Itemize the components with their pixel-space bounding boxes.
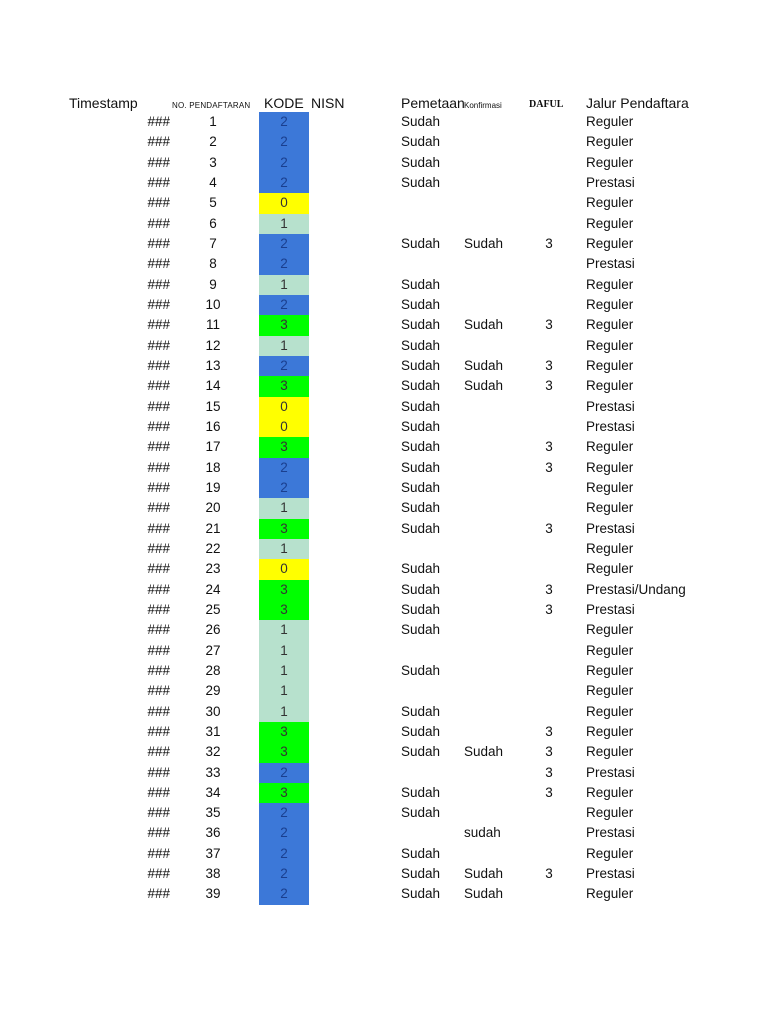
pemetaan-cell[interactable]: Sudah (401, 703, 441, 719)
table-row (0, 356, 768, 376)
table-row (0, 539, 768, 559)
table-row (0, 214, 768, 234)
no-pendaftaran-cell[interactable]: 27 (205, 642, 221, 658)
jalur-cell[interactable]: Reguler (586, 500, 634, 516)
jalur-cell[interactable]: Prestasi (586, 256, 635, 272)
pemetaan-cell[interactable]: Sudah (401, 154, 441, 170)
no-pendaftaran-cell[interactable]: 2 (209, 134, 217, 150)
kode-cell[interactable]: 3 (259, 580, 309, 600)
daful-cell[interactable]: 3 (545, 235, 553, 251)
jalur-cell[interactable]: Prestasi (586, 398, 635, 414)
timestamp-cell[interactable]: ### (147, 296, 170, 312)
jalur-cell[interactable]: Reguler (586, 459, 634, 475)
table-row (0, 519, 768, 539)
pemetaan-cell[interactable]: Sudah (401, 784, 441, 800)
jalur-cell[interactable]: Reguler (586, 642, 634, 658)
kode-cell[interactable]: 1 (259, 661, 309, 681)
kode-cell[interactable]: 0 (259, 397, 309, 417)
timestamp-cell[interactable]: ### (147, 317, 170, 333)
kode-cell[interactable]: 3 (259, 437, 309, 457)
kode-cell[interactable]: 3 (259, 376, 309, 396)
table-row (0, 823, 768, 843)
no-pendaftaran-cell[interactable]: 16 (205, 418, 221, 434)
kode-cell[interactable]: 2 (259, 295, 309, 315)
timestamp-cell[interactable]: ### (147, 235, 170, 251)
timestamp-cell[interactable]: ### (147, 845, 170, 861)
kode-cell[interactable]: 2 (259, 803, 309, 823)
kode-cell[interactable]: 1 (259, 214, 309, 234)
header-nisn[interactable]: NISN (311, 95, 345, 111)
daful-cell[interactable]: 3 (545, 764, 553, 780)
timestamp-cell[interactable]: ### (147, 398, 170, 414)
no-pendaftaran-cell[interactable]: 29 (205, 683, 221, 699)
jalur-cell[interactable]: Reguler (586, 357, 634, 373)
jalur-cell[interactable]: Reguler (586, 805, 634, 821)
jalur-cell[interactable]: Reguler (586, 276, 634, 292)
table-row (0, 397, 768, 417)
pemetaan-cell[interactable]: Sudah (401, 866, 441, 882)
kode-cell[interactable]: 0 (259, 417, 309, 437)
pemetaan-cell[interactable]: Sudah (401, 723, 441, 739)
pemetaan-cell[interactable]: Sudah (401, 561, 441, 577)
no-pendaftaran-cell[interactable]: 24 (205, 581, 221, 597)
no-pendaftaran-cell[interactable]: 4 (209, 174, 217, 190)
no-pendaftaran-cell[interactable]: 28 (205, 662, 221, 678)
kode-cell[interactable]: 3 (259, 722, 309, 742)
jalur-cell[interactable]: Reguler (586, 703, 634, 719)
pemetaan-cell[interactable]: Sudah (401, 378, 441, 394)
table-row (0, 193, 768, 213)
daful-cell[interactable]: 3 (545, 357, 553, 373)
table-row (0, 722, 768, 742)
no-pendaftaran-cell[interactable]: 14 (205, 378, 221, 394)
table-row (0, 803, 768, 823)
timestamp-cell[interactable]: ### (147, 825, 170, 841)
table-row (0, 254, 768, 274)
pemetaan-cell[interactable]: Sudah (401, 622, 441, 638)
pemetaan-cell[interactable]: Sudah (401, 337, 441, 353)
daful-cell[interactable]: 3 (545, 723, 553, 739)
table-row (0, 620, 768, 640)
kode-cell[interactable]: 2 (259, 823, 309, 843)
pemetaan-cell[interactable]: Sudah (401, 317, 441, 333)
timestamp-cell[interactable]: ### (147, 886, 170, 902)
jalur-cell[interactable]: Prestasi (586, 520, 635, 536)
jalur-cell[interactable]: Reguler (586, 134, 634, 150)
no-pendaftaran-cell[interactable]: 25 (205, 601, 221, 617)
no-pendaftaran-cell[interactable]: 20 (205, 500, 221, 516)
no-pendaftaran-cell[interactable]: 7 (209, 235, 217, 251)
konfirmasi-cell[interactable]: Sudah (464, 378, 504, 394)
timestamp-cell[interactable]: ### (147, 378, 170, 394)
table-row (0, 884, 768, 904)
kode-cell[interactable]: 1 (259, 681, 309, 701)
pemetaan-cell[interactable]: Sudah (401, 662, 441, 678)
jalur-cell[interactable]: Reguler (586, 317, 634, 333)
konfirmasi-cell[interactable]: Sudah (464, 886, 504, 902)
table-row (0, 681, 768, 701)
header-daful[interactable]: DAFUL (529, 99, 564, 110)
jalur-cell[interactable]: Prestasi (586, 825, 635, 841)
timestamp-cell[interactable]: ### (147, 866, 170, 882)
table-row (0, 742, 768, 762)
daful-cell[interactable]: 3 (545, 601, 553, 617)
kode-cell[interactable]: 2 (259, 153, 309, 173)
table-row (0, 702, 768, 722)
timestamp-cell[interactable]: ### (147, 337, 170, 353)
konfirmasi-cell[interactable]: Sudah (464, 866, 504, 882)
pemetaan-cell[interactable]: Sudah (401, 805, 441, 821)
kode-cell[interactable]: 1 (259, 336, 309, 356)
pemetaan-cell[interactable]: Sudah (401, 886, 441, 902)
no-pendaftaran-cell[interactable]: 38 (205, 866, 221, 882)
table-row (0, 295, 768, 315)
jalur-cell[interactable]: Reguler (586, 662, 634, 678)
timestamp-cell[interactable]: ### (147, 561, 170, 577)
kode-cell[interactable]: 3 (259, 742, 309, 762)
table-row (0, 376, 768, 396)
table-row (0, 763, 768, 783)
timestamp-cell[interactable]: ### (147, 479, 170, 495)
kode-cell[interactable]: 2 (259, 478, 309, 498)
kode-cell[interactable]: 1 (259, 539, 309, 559)
jalur-cell[interactable]: Reguler (586, 784, 634, 800)
no-pendaftaran-cell[interactable]: 17 (205, 439, 221, 455)
no-pendaftaran-cell[interactable]: 33 (205, 764, 221, 780)
jalur-cell[interactable]: Prestasi (586, 174, 635, 190)
timestamp-cell[interactable]: ### (147, 256, 170, 272)
no-pendaftaran-cell[interactable]: 13 (205, 357, 221, 373)
table-row (0, 783, 768, 803)
kode-cell[interactable]: 0 (259, 193, 309, 213)
pemetaan-cell[interactable]: Sudah (401, 235, 441, 251)
timestamp-cell[interactable]: ### (147, 764, 170, 780)
pemetaan-cell[interactable]: Sudah (401, 114, 441, 129)
daful-cell[interactable]: 3 (545, 581, 553, 597)
jalur-cell[interactable]: Reguler (586, 845, 634, 861)
timestamp-cell[interactable]: ### (147, 215, 170, 231)
timestamp-cell[interactable]: ### (147, 581, 170, 597)
timestamp-cell[interactable]: ### (147, 622, 170, 638)
timestamp-cell[interactable]: ### (147, 744, 170, 760)
header-no-pendaftaran[interactable]: NO. PENDAFTARAN (172, 101, 251, 110)
pemetaan-cell[interactable]: Sudah (401, 418, 441, 434)
daful-cell[interactable]: 3 (545, 378, 553, 394)
table-row (0, 315, 768, 335)
timestamp-cell[interactable]: ### (147, 784, 170, 800)
table-row (0, 173, 768, 193)
kode-cell[interactable]: 2 (259, 864, 309, 884)
jalur-cell[interactable]: Reguler (586, 296, 634, 312)
table-row (0, 336, 768, 356)
timestamp-cell[interactable]: ### (147, 601, 170, 617)
pemetaan-cell[interactable]: Sudah (401, 479, 441, 495)
table-row (0, 559, 768, 579)
table-row (0, 112, 768, 132)
jalur-cell[interactable]: Reguler (586, 215, 634, 231)
timestamp-cell[interactable]: ### (147, 500, 170, 516)
no-pendaftaran-cell[interactable]: 9 (209, 276, 217, 292)
timestamp-cell[interactable]: ### (147, 418, 170, 434)
jalur-cell[interactable]: Reguler (586, 337, 634, 353)
timestamp-cell[interactable]: ### (147, 723, 170, 739)
jalur-cell[interactable]: Prestasi (586, 601, 635, 617)
pemetaan-cell[interactable]: Sudah (401, 296, 441, 312)
jalur-cell[interactable]: Reguler (586, 154, 634, 170)
no-pendaftaran-cell[interactable]: 30 (205, 703, 221, 719)
timestamp-cell[interactable]: ### (147, 642, 170, 658)
pemetaan-cell[interactable]: Sudah (401, 174, 441, 190)
kode-cell[interactable]: 3 (259, 519, 309, 539)
pemetaan-cell[interactable]: Sudah (401, 601, 441, 617)
table-row (0, 437, 768, 457)
table-row (0, 580, 768, 600)
pemetaan-cell[interactable]: Sudah (401, 581, 441, 597)
jalur-cell[interactable]: Reguler (586, 235, 634, 251)
jalur-cell[interactable]: Reguler (586, 195, 634, 211)
jalur-cell[interactable]: Reguler (586, 622, 634, 638)
pemetaan-cell[interactable]: Sudah (401, 500, 441, 516)
jalur-cell[interactable]: Reguler (586, 479, 634, 495)
table-row (0, 864, 768, 884)
kode-cell[interactable]: 2 (259, 458, 309, 478)
table-row (0, 478, 768, 498)
pemetaan-cell[interactable]: Sudah (401, 459, 441, 475)
header-konfirmasi[interactable]: Konfirmasi (464, 101, 502, 110)
table-row (0, 844, 768, 864)
kode-cell[interactable]: 3 (259, 315, 309, 335)
timestamp-cell[interactable]: ### (147, 683, 170, 699)
jalur-cell[interactable]: Reguler (586, 439, 634, 455)
no-pendaftaran-cell[interactable]: 22 (205, 540, 221, 556)
kode-cell[interactable]: 1 (259, 641, 309, 661)
table-row (0, 641, 768, 661)
daful-cell[interactable]: 3 (545, 744, 553, 760)
header-pemetaan[interactable]: Pemetaan (401, 95, 465, 111)
kode-cell[interactable]: 2 (259, 356, 309, 376)
kode-cell[interactable]: 2 (259, 254, 309, 274)
no-pendaftaran-cell[interactable]: 11 (205, 317, 220, 333)
no-pendaftaran-cell[interactable]: 36 (205, 825, 221, 841)
pemetaan-cell[interactable]: Sudah (401, 439, 441, 455)
timestamp-cell[interactable]: ### (147, 662, 170, 678)
pemetaan-cell[interactable]: Sudah (401, 357, 441, 373)
daful-cell[interactable]: 3 (545, 520, 553, 536)
jalur-cell[interactable]: Reguler (586, 723, 634, 739)
daful-cell[interactable]: 3 (545, 317, 553, 333)
timestamp-cell[interactable]: ### (147, 805, 170, 821)
timestamp-cell[interactable]: ### (147, 459, 170, 475)
kode-cell[interactable]: 1 (259, 275, 309, 295)
table-row (0, 275, 768, 295)
jalur-cell[interactable]: Reguler (586, 744, 634, 760)
kode-cell[interactable]: 1 (259, 702, 309, 722)
no-pendaftaran-cell[interactable]: 26 (205, 622, 221, 638)
no-pendaftaran-cell[interactable]: 18 (205, 459, 221, 475)
no-pendaftaran-cell[interactable]: 21 (205, 520, 221, 536)
daful-cell[interactable]: 3 (545, 784, 553, 800)
timestamp-cell[interactable]: ### (147, 114, 170, 129)
no-pendaftaran-cell[interactable]: 6 (209, 215, 217, 231)
kode-cell[interactable]: 2 (259, 763, 309, 783)
no-pendaftaran-cell[interactable]: 37 (205, 845, 221, 861)
table-row (0, 132, 768, 152)
pemetaan-cell[interactable]: Sudah (401, 398, 441, 414)
pemetaan-cell[interactable]: Sudah (401, 744, 441, 760)
jalur-cell[interactable]: Prestasi (586, 418, 635, 434)
pemetaan-cell[interactable]: Sudah (401, 276, 441, 292)
timestamp-cell[interactable]: ### (147, 357, 170, 373)
jalur-cell[interactable]: Prestasi/Undang (586, 581, 686, 597)
no-pendaftaran-cell[interactable]: 19 (205, 479, 221, 495)
pemetaan-cell[interactable]: Sudah (401, 520, 441, 536)
konfirmasi-cell[interactable]: sudah (464, 825, 501, 841)
no-pendaftaran-cell[interactable]: 5 (209, 195, 217, 211)
jalur-cell[interactable]: Prestasi (586, 866, 635, 882)
timestamp-cell[interactable]: ### (147, 520, 170, 536)
table-body (0, 112, 768, 905)
jalur-cell[interactable]: Reguler (586, 114, 634, 129)
table-row (0, 600, 768, 620)
timestamp-cell[interactable]: ### (147, 276, 170, 292)
timestamp-cell[interactable]: ### (147, 703, 170, 719)
jalur-cell[interactable]: Reguler (586, 683, 634, 699)
no-pendaftaran-cell[interactable]: 12 (205, 337, 221, 353)
jalur-cell[interactable]: Prestasi (586, 764, 635, 780)
no-pendaftaran-cell[interactable]: 31 (205, 723, 221, 739)
kode-cell[interactable]: 2 (259, 132, 309, 152)
konfirmasi-cell[interactable]: Sudah (464, 235, 504, 251)
table-row (0, 234, 768, 254)
jalur-cell[interactable]: Reguler (586, 540, 634, 556)
konfirmasi-cell[interactable]: Sudah (464, 744, 504, 760)
konfirmasi-cell[interactable]: Sudah (464, 357, 504, 373)
daful-cell[interactable]: 3 (545, 459, 553, 475)
kode-cell[interactable]: 2 (259, 112, 309, 132)
kode-cell[interactable]: 1 (259, 620, 309, 640)
no-pendaftaran-cell[interactable]: 34 (205, 784, 221, 800)
kode-cell[interactable]: 2 (259, 234, 309, 254)
kode-cell[interactable]: 1 (259, 498, 309, 518)
kode-cell[interactable]: 2 (259, 173, 309, 193)
table-row (0, 661, 768, 681)
kode-cell[interactable]: 0 (259, 559, 309, 579)
no-pendaftaran-cell[interactable]: 39 (205, 886, 221, 902)
table-row (0, 458, 768, 478)
no-pendaftaran-cell[interactable]: 10 (205, 296, 221, 312)
timestamp-cell[interactable]: ### (147, 439, 170, 455)
timestamp-cell[interactable]: ### (147, 195, 170, 211)
no-pendaftaran-cell[interactable]: 8 (209, 256, 217, 272)
table-row (0, 498, 768, 518)
pemetaan-cell[interactable]: Sudah (401, 134, 441, 150)
konfirmasi-cell[interactable]: Sudah (464, 317, 504, 333)
jalur-cell[interactable]: Reguler (586, 378, 634, 394)
header-jalur[interactable]: Jalur Pendaftara (586, 95, 689, 111)
daful-cell[interactable]: 3 (545, 866, 553, 882)
jalur-cell[interactable]: Reguler (586, 561, 634, 577)
kode-cell[interactable]: 3 (259, 783, 309, 803)
no-pendaftaran-cell[interactable]: 3 (209, 154, 217, 170)
header-kode[interactable]: KODE (264, 95, 304, 111)
table-row (0, 153, 768, 173)
no-pendaftaran-cell[interactable]: 32 (205, 744, 221, 760)
timestamp-cell[interactable]: ### (147, 154, 170, 170)
kode-cell[interactable]: 3 (259, 600, 309, 620)
no-pendaftaran-cell[interactable]: 23 (205, 561, 221, 577)
kode-cell[interactable]: 2 (259, 844, 309, 864)
table-row (0, 417, 768, 437)
kode-cell[interactable]: 2 (259, 884, 309, 904)
jalur-cell[interactable]: Reguler (586, 886, 634, 902)
no-pendaftaran-cell[interactable]: 35 (205, 805, 221, 821)
daful-cell[interactable]: 3 (545, 439, 553, 455)
timestamp-cell[interactable]: ### (147, 540, 170, 556)
no-pendaftaran-cell[interactable]: 15 (205, 398, 221, 414)
timestamp-cell[interactable]: ### (147, 174, 170, 190)
pemetaan-cell[interactable]: Sudah (401, 845, 441, 861)
timestamp-cell[interactable]: ### (147, 134, 170, 150)
no-pendaftaran-cell[interactable]: 1 (209, 114, 217, 129)
header-timestamp[interactable]: Timestamp (69, 95, 138, 111)
